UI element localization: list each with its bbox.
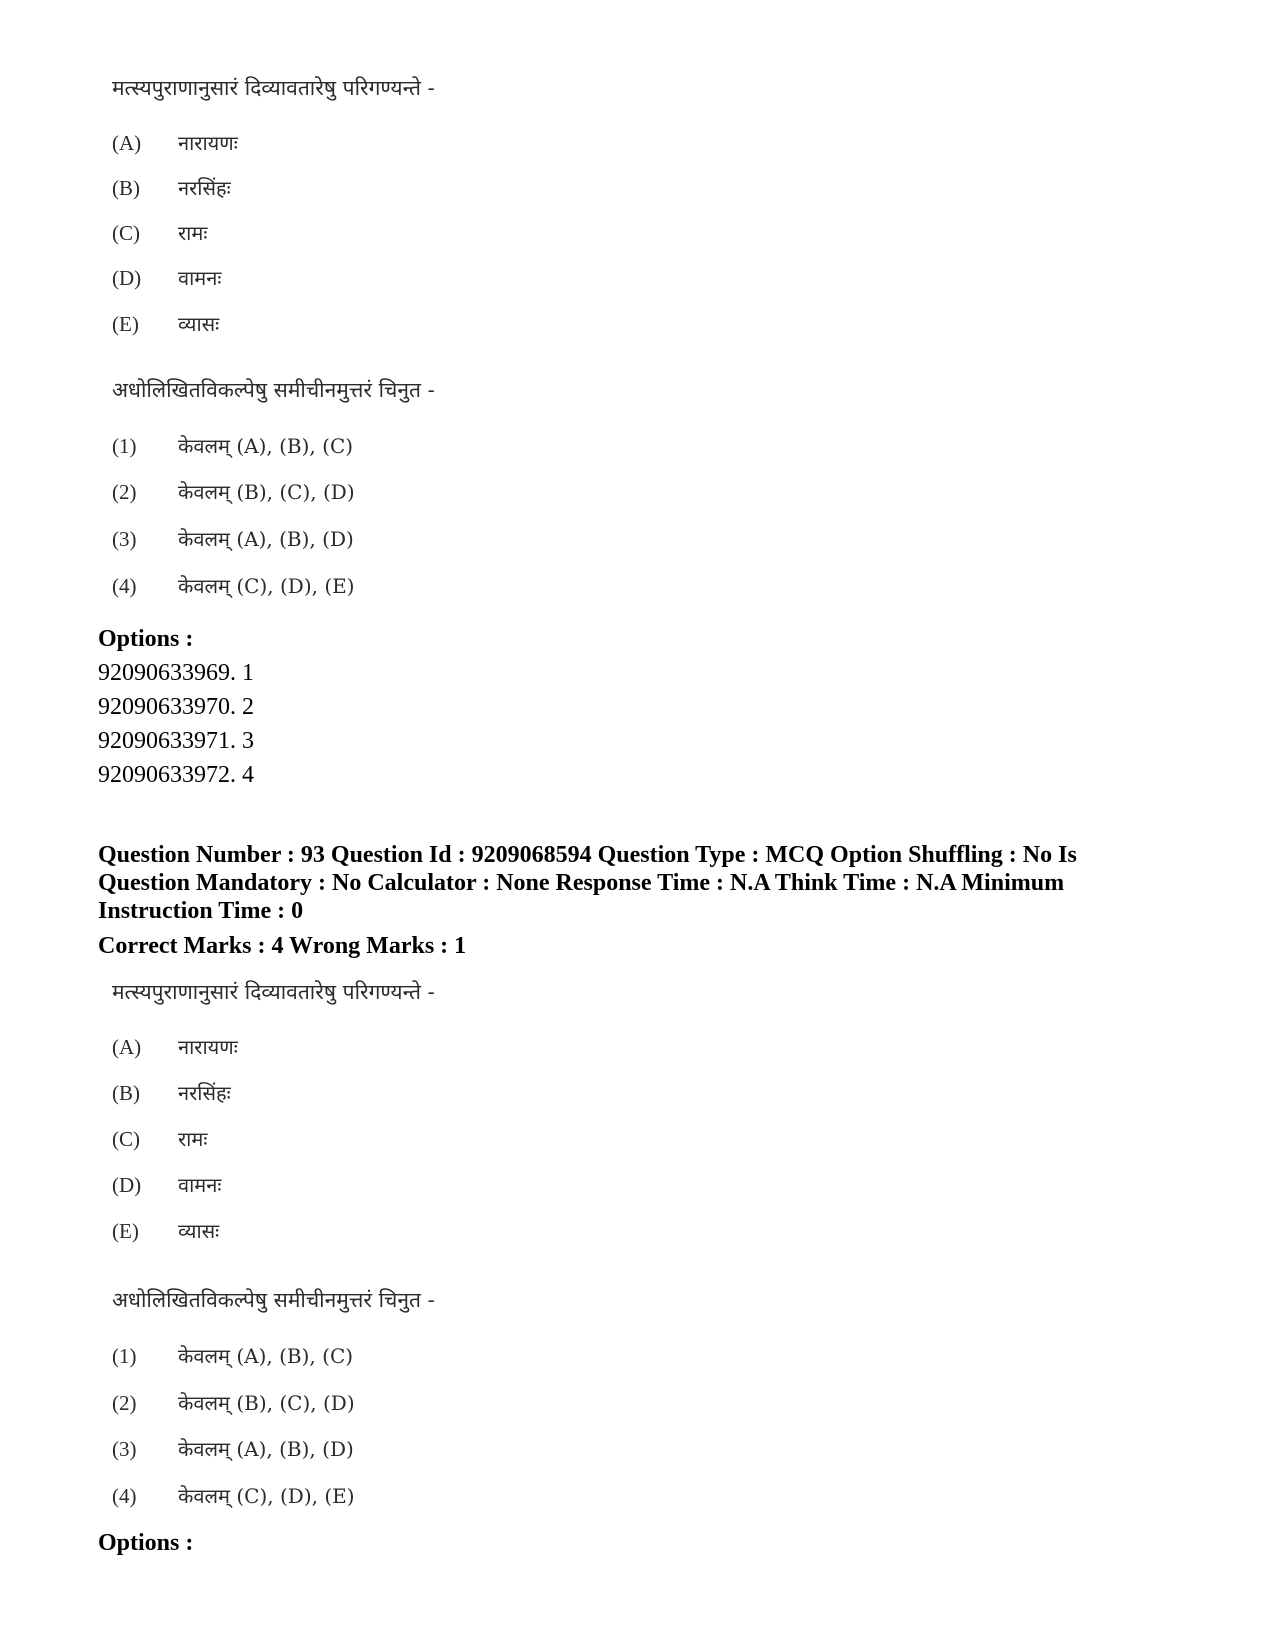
item-text: व्यासः — [178, 312, 220, 336]
option-id: 92090633969. 1 — [98, 660, 254, 686]
choice-text: केवलम् (A), (B), (C) — [178, 1344, 354, 1368]
choice-label: (1) — [112, 1344, 137, 1368]
item-text: रामः — [178, 221, 208, 245]
choice-label: (3) — [112, 1437, 137, 1461]
choice-label: (2) — [112, 1391, 137, 1415]
choice-text: केवलम् (B), (C), (D) — [178, 480, 355, 504]
instruction-text: अधोलिखितविकल्पेषु समीचीनमुत्तरं चिनुत - — [112, 1288, 435, 1312]
question-stem: मत्स्यपुराणानुसारं दिव्यावतारेषु परिगण्यन्ते - — [112, 980, 435, 1004]
item-label: (A) — [112, 131, 142, 155]
item-text: वामनः — [178, 1173, 222, 1197]
question-meta — [98, 841, 1138, 925]
item-label: (D) — [112, 1173, 142, 1197]
item-text: व्यासः — [178, 1219, 220, 1243]
choice-label: (3) — [112, 527, 137, 551]
option-id: 92090633971. 3 — [98, 728, 254, 754]
item-label: (C) — [112, 1127, 140, 1151]
marks-line: Correct Marks : 4 Wrong Marks : 1 — [98, 933, 467, 959]
item-label: (E) — [112, 1219, 139, 1243]
item-text: रामः — [178, 1127, 208, 1151]
option-id: 92090633972. 4 — [98, 762, 254, 788]
options-heading: Options : — [98, 1530, 194, 1556]
question-stem: मत्स्यपुराणानुसारं दिव्यावतारेषु परिगण्यन्ते - — [112, 76, 435, 100]
choice-text: केवलम् (A), (B), (D) — [178, 527, 354, 551]
item-label: (E) — [112, 312, 139, 336]
choice-text: केवलम् (B), (C), (D) — [178, 1391, 355, 1415]
item-text: नारायणः — [178, 1035, 238, 1059]
item-label: (B) — [112, 1081, 140, 1105]
item-text: नारायणः — [178, 131, 238, 155]
option-id: 92090633970. 2 — [98, 694, 254, 720]
item-text: नरसिंहः — [178, 1081, 231, 1105]
question-meta-line: Question Number : 93 Question Id : 9209068594 Question Type : MCQ Option Shuffling : No Is — [98, 842, 1077, 868]
choice-label: (4) — [112, 1484, 137, 1508]
choice-text: केवलम् (C), (D), (E) — [178, 1484, 355, 1508]
options-heading: Options : — [98, 626, 194, 652]
choice-text: केवलम् (A), (B), (C) — [178, 434, 354, 458]
item-label: (B) — [112, 176, 140, 200]
choice-label: (1) — [112, 434, 137, 458]
item-label: (C) — [112, 221, 140, 245]
item-label: (D) — [112, 266, 142, 290]
choice-text: केवलम् (A), (B), (D) — [178, 1437, 354, 1461]
instruction-text: अधोलिखितविकल्पेषु समीचीनमुत्तरं चिनुत - — [112, 378, 435, 402]
choice-label: (4) — [112, 574, 137, 598]
item-text: वामनः — [178, 266, 222, 290]
choice-text: केवलम् (C), (D), (E) — [178, 574, 355, 598]
item-text: नरसिंहः — [178, 176, 231, 200]
item-label: (A) — [112, 1035, 142, 1059]
choice-label: (2) — [112, 480, 137, 504]
question-meta-line: Question Mandatory : No Calculator : None Response Time : N.A Think Time : N.A Minimum — [98, 870, 1065, 896]
question-meta-line: Instruction Time : 0 — [98, 898, 304, 924]
